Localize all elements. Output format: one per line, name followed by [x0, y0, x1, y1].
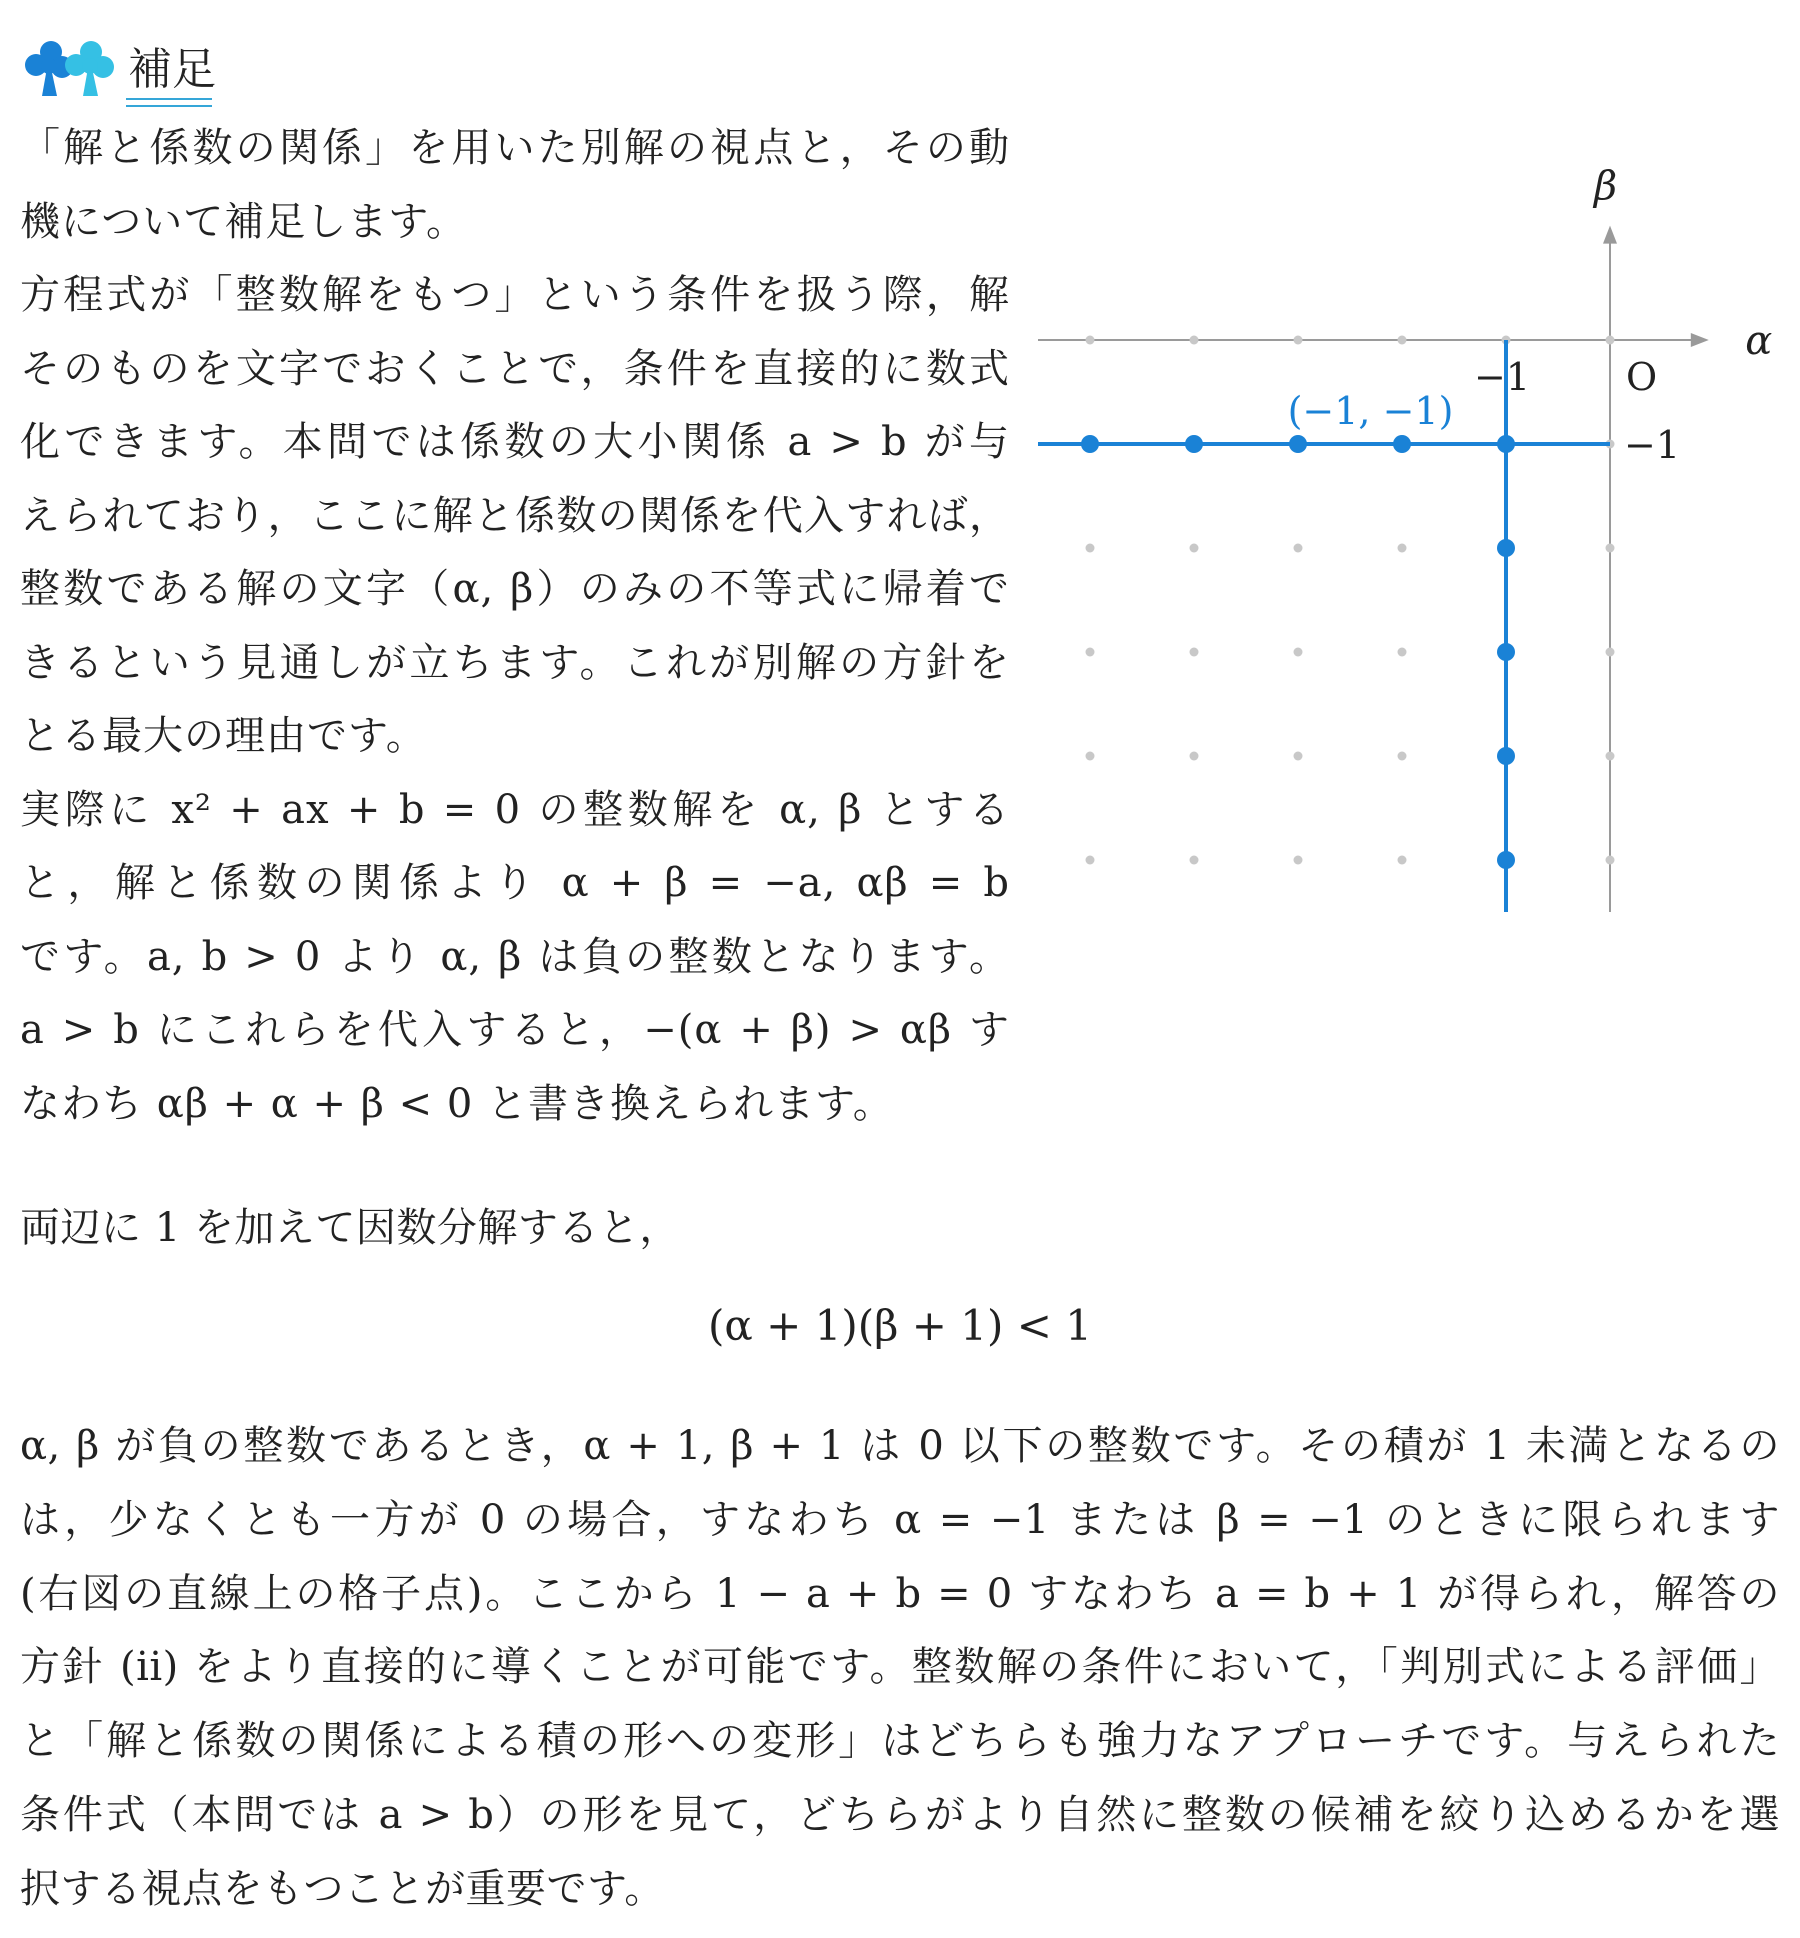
text-line: (右図の直線上の格子点)。ここから 1 − a + b = 0 すなわち a = b + 1 が得られ，解答の	[20, 1570, 1780, 1617]
solution-point	[1497, 851, 1515, 869]
factor-line-block	[20, 1192, 1780, 1266]
text-line: とる最大の理由です。	[20, 713, 427, 759]
grid-point	[1606, 336, 1615, 345]
grid-point	[1086, 752, 1095, 761]
text-line: 方針 (ii) をより直接的に導くことが可能です。整数解の条件において，「判別式による評価」	[20, 1644, 1780, 1691]
solution-point	[1497, 539, 1515, 557]
alpha-axis-label: α	[1745, 318, 1773, 364]
grid-point	[1398, 752, 1407, 761]
alpha-axis-arrow	[1691, 333, 1709, 347]
text-line: 機について補足します。	[20, 198, 467, 245]
inequality-equation: (α + 1)(β + 1) < 1	[707, 1301, 1093, 1350]
left-paragraph	[20, 112, 1010, 1141]
heading-underline	[126, 98, 212, 107]
grid-point	[1398, 856, 1407, 865]
text-line: と「解と係数の関係による積の形への変形」はどちらも強力なアプローチです。与えられた	[20, 1718, 1780, 1765]
grid-point	[1190, 752, 1199, 761]
grid-point	[1606, 544, 1615, 553]
beta-axis-arrow	[1603, 226, 1617, 244]
alpha-tick-label: −1	[1474, 355, 1531, 399]
text-line: α, β が負の整数であるとき，α + 1, β + 1 は 0 以下の整数です。その積が 1 未満となるの	[20, 1423, 1780, 1469]
grid-point	[1086, 856, 1095, 865]
grid-point	[1294, 856, 1303, 865]
text-line: 方程式が「整数解をもつ」という条件を扱う際，解	[20, 272, 1010, 318]
grid-point	[1606, 648, 1615, 657]
text-line: えられており，ここに解と係数の関係を代入すれば，	[20, 492, 1010, 539]
solution-point	[1497, 435, 1515, 453]
text-line: です。a, b > 0 より α, β は負の整数となります。	[20, 933, 1010, 980]
grid-point	[1606, 752, 1615, 761]
text-line: 実際に x² + ax + b = 0 の整数解を α, β とする	[20, 786, 1010, 833]
grid-point	[1294, 336, 1303, 345]
grid-point	[1606, 856, 1615, 865]
text-line: きるという見通しが立ちます。これが別解の方針を	[20, 639, 1010, 686]
text-line: は，少なくとも一方が 0 の場合，すなわち α = −1 または β = −1 のときに限られます	[20, 1496, 1780, 1543]
text-line: a > b にこれらを代入すると，−(α + β) > αβ す	[20, 1007, 1010, 1053]
grid-point	[1190, 648, 1199, 657]
text-line: 整数である解の文字（α, β）のみの不等式に帰着で	[20, 566, 1010, 612]
solution-point	[1289, 435, 1307, 453]
solution-point	[1081, 435, 1099, 453]
point-label: (−1, −1)	[1287, 389, 1454, 433]
text-line: と，解と係数の関係より α + β = −a, αβ = b	[20, 860, 1010, 906]
conclusion-paragraph	[20, 1410, 1780, 1927]
solution-point	[1185, 435, 1203, 453]
factor-line: 両辺に 1 を加えて因数分解すると，	[20, 1205, 680, 1251]
clubs-icon	[20, 38, 120, 102]
grid-point	[1086, 336, 1095, 345]
grid-point	[1398, 648, 1407, 657]
grid-point	[1086, 544, 1095, 553]
text-line: 化できます。本問では係数の大小関係 a > b が与	[20, 419, 1010, 465]
grid-point	[1398, 336, 1407, 345]
origin-label: O	[1626, 355, 1658, 399]
grid-point	[1190, 544, 1199, 553]
lattice-figure	[1030, 163, 1773, 934]
grid-point	[1086, 648, 1095, 657]
beta-tick-label: −1	[1624, 423, 1681, 467]
lattice-plot	[1030, 163, 1773, 930]
text-line: なわち αβ + α + β < 0 と書き換えられます。	[20, 1080, 894, 1127]
beta-axis-label: β	[1594, 163, 1618, 210]
text-line: 条件式（本問では a > b）の形を見て，どちらがより自然に整数の候補を絞り込めるかを選	[20, 1791, 1780, 1838]
grid-point	[1398, 544, 1407, 553]
grid-point	[1294, 752, 1303, 761]
grid-point	[1294, 544, 1303, 553]
grid-point	[1190, 856, 1199, 865]
text-line: そのものを文字でおくことで，条件を直接的に数式	[20, 345, 1010, 392]
solution-point	[1497, 747, 1515, 765]
text-line: 択する視点をもつことが重要です。	[20, 1865, 665, 1912]
solution-point	[1497, 643, 1515, 661]
solution-point	[1393, 435, 1411, 453]
text-line: 「解と係数の関係」を用いた別解の視点と，その動	[20, 125, 1010, 171]
grid-point	[1190, 336, 1199, 345]
grid-point	[1294, 648, 1303, 657]
heading-title: 補足	[128, 44, 216, 95]
